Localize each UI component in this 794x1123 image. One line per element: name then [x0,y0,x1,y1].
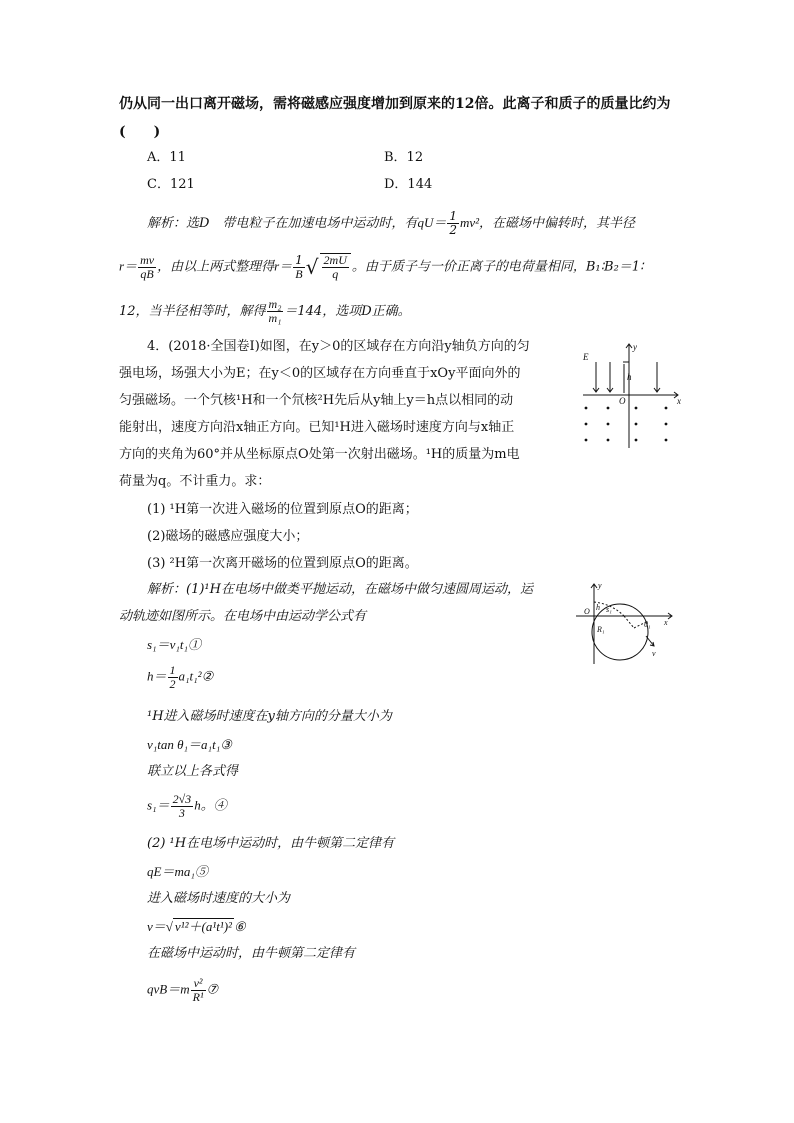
equation-5: qE＝ma₁⑤ [147,864,208,879]
frac-num: 2√3 [172,792,192,806]
eq-lhs: v＝ [147,919,166,934]
frac-den: R¹ [192,990,204,1004]
radical-sign: √ [165,919,173,934]
frac-num: 1 [449,209,457,223]
label-x: x [664,618,668,627]
field-diagram [578,340,686,452]
radius-line [624,616,634,628]
sol4-line1: 解析：(1)¹H在电场中做类平抛运动，在磁场中做匀速圆周运动，运 [147,582,533,597]
q4-part2: (2)磁场的磁感应强度大小； [147,529,309,544]
sol4-line4: 联立以上各式得 [147,764,239,779]
frac-num: 2mU [323,253,347,267]
velocity-vector [646,636,654,646]
frac-num: mv [140,252,155,267]
q4-stem-line1: 4．(2018·全国卷Ⅰ)如图，在y＞0的区域存在方向沿y轴负方向的匀 [147,339,530,354]
q4-stem-line5: 方向的夹角为60°并从坐标原点O处第一次射出磁场。¹H的质量为m电 [119,447,520,462]
label-s1: s₁ [606,605,612,614]
q3-solution-tail: ＝144，选项D正确。 [284,304,411,319]
q3-solution-tail: ，在磁场中偏转时，其半径 [479,216,636,231]
q3-solution-tail: 。由于质子与一价正离子的电荷量相同，B₁∶B₂＝1∶ [351,259,644,275]
equation-1: s₁＝v₁t₁① [147,637,201,652]
q3-solution-intro: 12，当半径相等时，解得 [119,304,266,319]
option-b: B．12 [384,150,424,165]
fraction [171,793,194,820]
q4-stem-line4: 能射出，速度方向沿x轴正方向。已知¹H进入磁场时速度方向与x轴正 [119,420,515,435]
radical-sign: √ [305,255,319,279]
fraction [293,254,305,281]
eq-lhs: h＝ [147,668,167,684]
frac-den: B [295,266,303,281]
frac-num: m₂ [268,297,282,311]
option-a: A．11 [147,150,186,165]
sqrt-content: v¹²＋(a¹t¹)² [174,919,232,934]
fraction [191,977,206,1004]
eq-rhs: h。④ [194,797,227,813]
label-O: O [584,607,590,616]
q3-solution-mid: ，由以上两式整理得 [157,259,275,275]
label-theta1: θ₁ [644,620,651,629]
frac-den: m₁ [268,311,282,325]
sol4-line7: 在磁场中运动时，由牛顿第二定律有 [147,946,356,961]
fraction [447,210,459,237]
q4-part3: (3) ²H第一次离开磁场的位置到原点O的距离。 [147,556,418,571]
fraction [138,254,156,281]
equation-2 [147,664,213,691]
label-E: E [583,352,589,362]
eq-r: r＝ [119,258,138,274]
q3-stem-line1: 仍从同一出口离开磁场，需将磁感应强度增加到原来的12倍。此离子和质子的质量比约为 [119,96,671,112]
q3-solution-line1 [147,210,635,237]
frac-num: v² [191,977,206,991]
magnetic-field-dots [585,407,668,442]
equation-6 [147,918,246,935]
label-x: x [677,396,681,406]
eq-r2: r＝ [274,258,293,274]
frac-den: q [332,267,339,281]
eq-lhs: s₁＝ [147,797,170,813]
q3-solution-line3 [119,298,411,325]
frac-den: 2 [169,677,176,691]
option-c: C．121 [147,177,195,192]
label-y: y [598,581,602,590]
q4-stem-line2: 强电场，场强大小为E；在y＜0的区域存在方向垂直于xOy平面向外的 [119,366,521,381]
q4-part1: (1) ¹H第一次进入磁场的位置到原点O的距离； [147,502,418,517]
q4-stem-line3: 匀强磁场。一个氕核¹H和一个氘核²H先后从y轴上y＝h点以相同的动 [119,393,514,408]
eq-rhs: ⑦ [206,981,219,997]
option-d: D．144 [384,177,433,192]
frac-num: 1 [169,663,176,677]
frac-den: 3 [178,806,185,820]
q3-solution-intro: 解析：选D 带电粒子在加速电场中运动时，有 [147,216,418,231]
eq-lhs: qU＝ [417,215,447,230]
label-h: h [627,372,632,382]
eq-rhs: ⑥ [233,919,246,934]
q3-solution-line2 [119,253,643,281]
sol4-line6: 进入磁场时速度的大小为 [147,891,291,906]
q3-stem-line2: ( ) [119,124,161,140]
fraction [168,664,178,691]
frac-den: qB [140,266,154,281]
label-R1: R₁ [597,625,605,634]
label-O: O [619,396,626,406]
sol4-line2: 动轨迹如图所示。在电场中由运动学公式有 [119,609,367,624]
eq-lhs: qvB＝m [147,981,190,997]
equation-3: v₁tan θ₁＝a₁t₁③ [147,737,232,752]
sol4-line5: (2) ¹H在电场中运动时，由牛顿第二定律有 [147,836,395,851]
sol4-line3: ¹H进入磁场时速度在y轴方向的分量大小为 [147,709,392,724]
eq-rhs: mv² [459,215,480,230]
equation-4 [147,793,227,820]
sqrt-fraction [320,253,351,281]
label-h: h [596,603,600,612]
frac-num: 1 [295,252,303,267]
q4-stem-line6: 荷量为q。不计重力。求： [119,474,271,489]
equation-7 [147,977,218,1004]
frac-den: 2 [449,223,457,237]
eq-rhs: a₁t₁²② [178,668,214,684]
fraction [267,298,284,325]
trajectory-diagram [572,580,678,668]
label-v: v [652,649,656,658]
label-y: y [633,342,637,352]
